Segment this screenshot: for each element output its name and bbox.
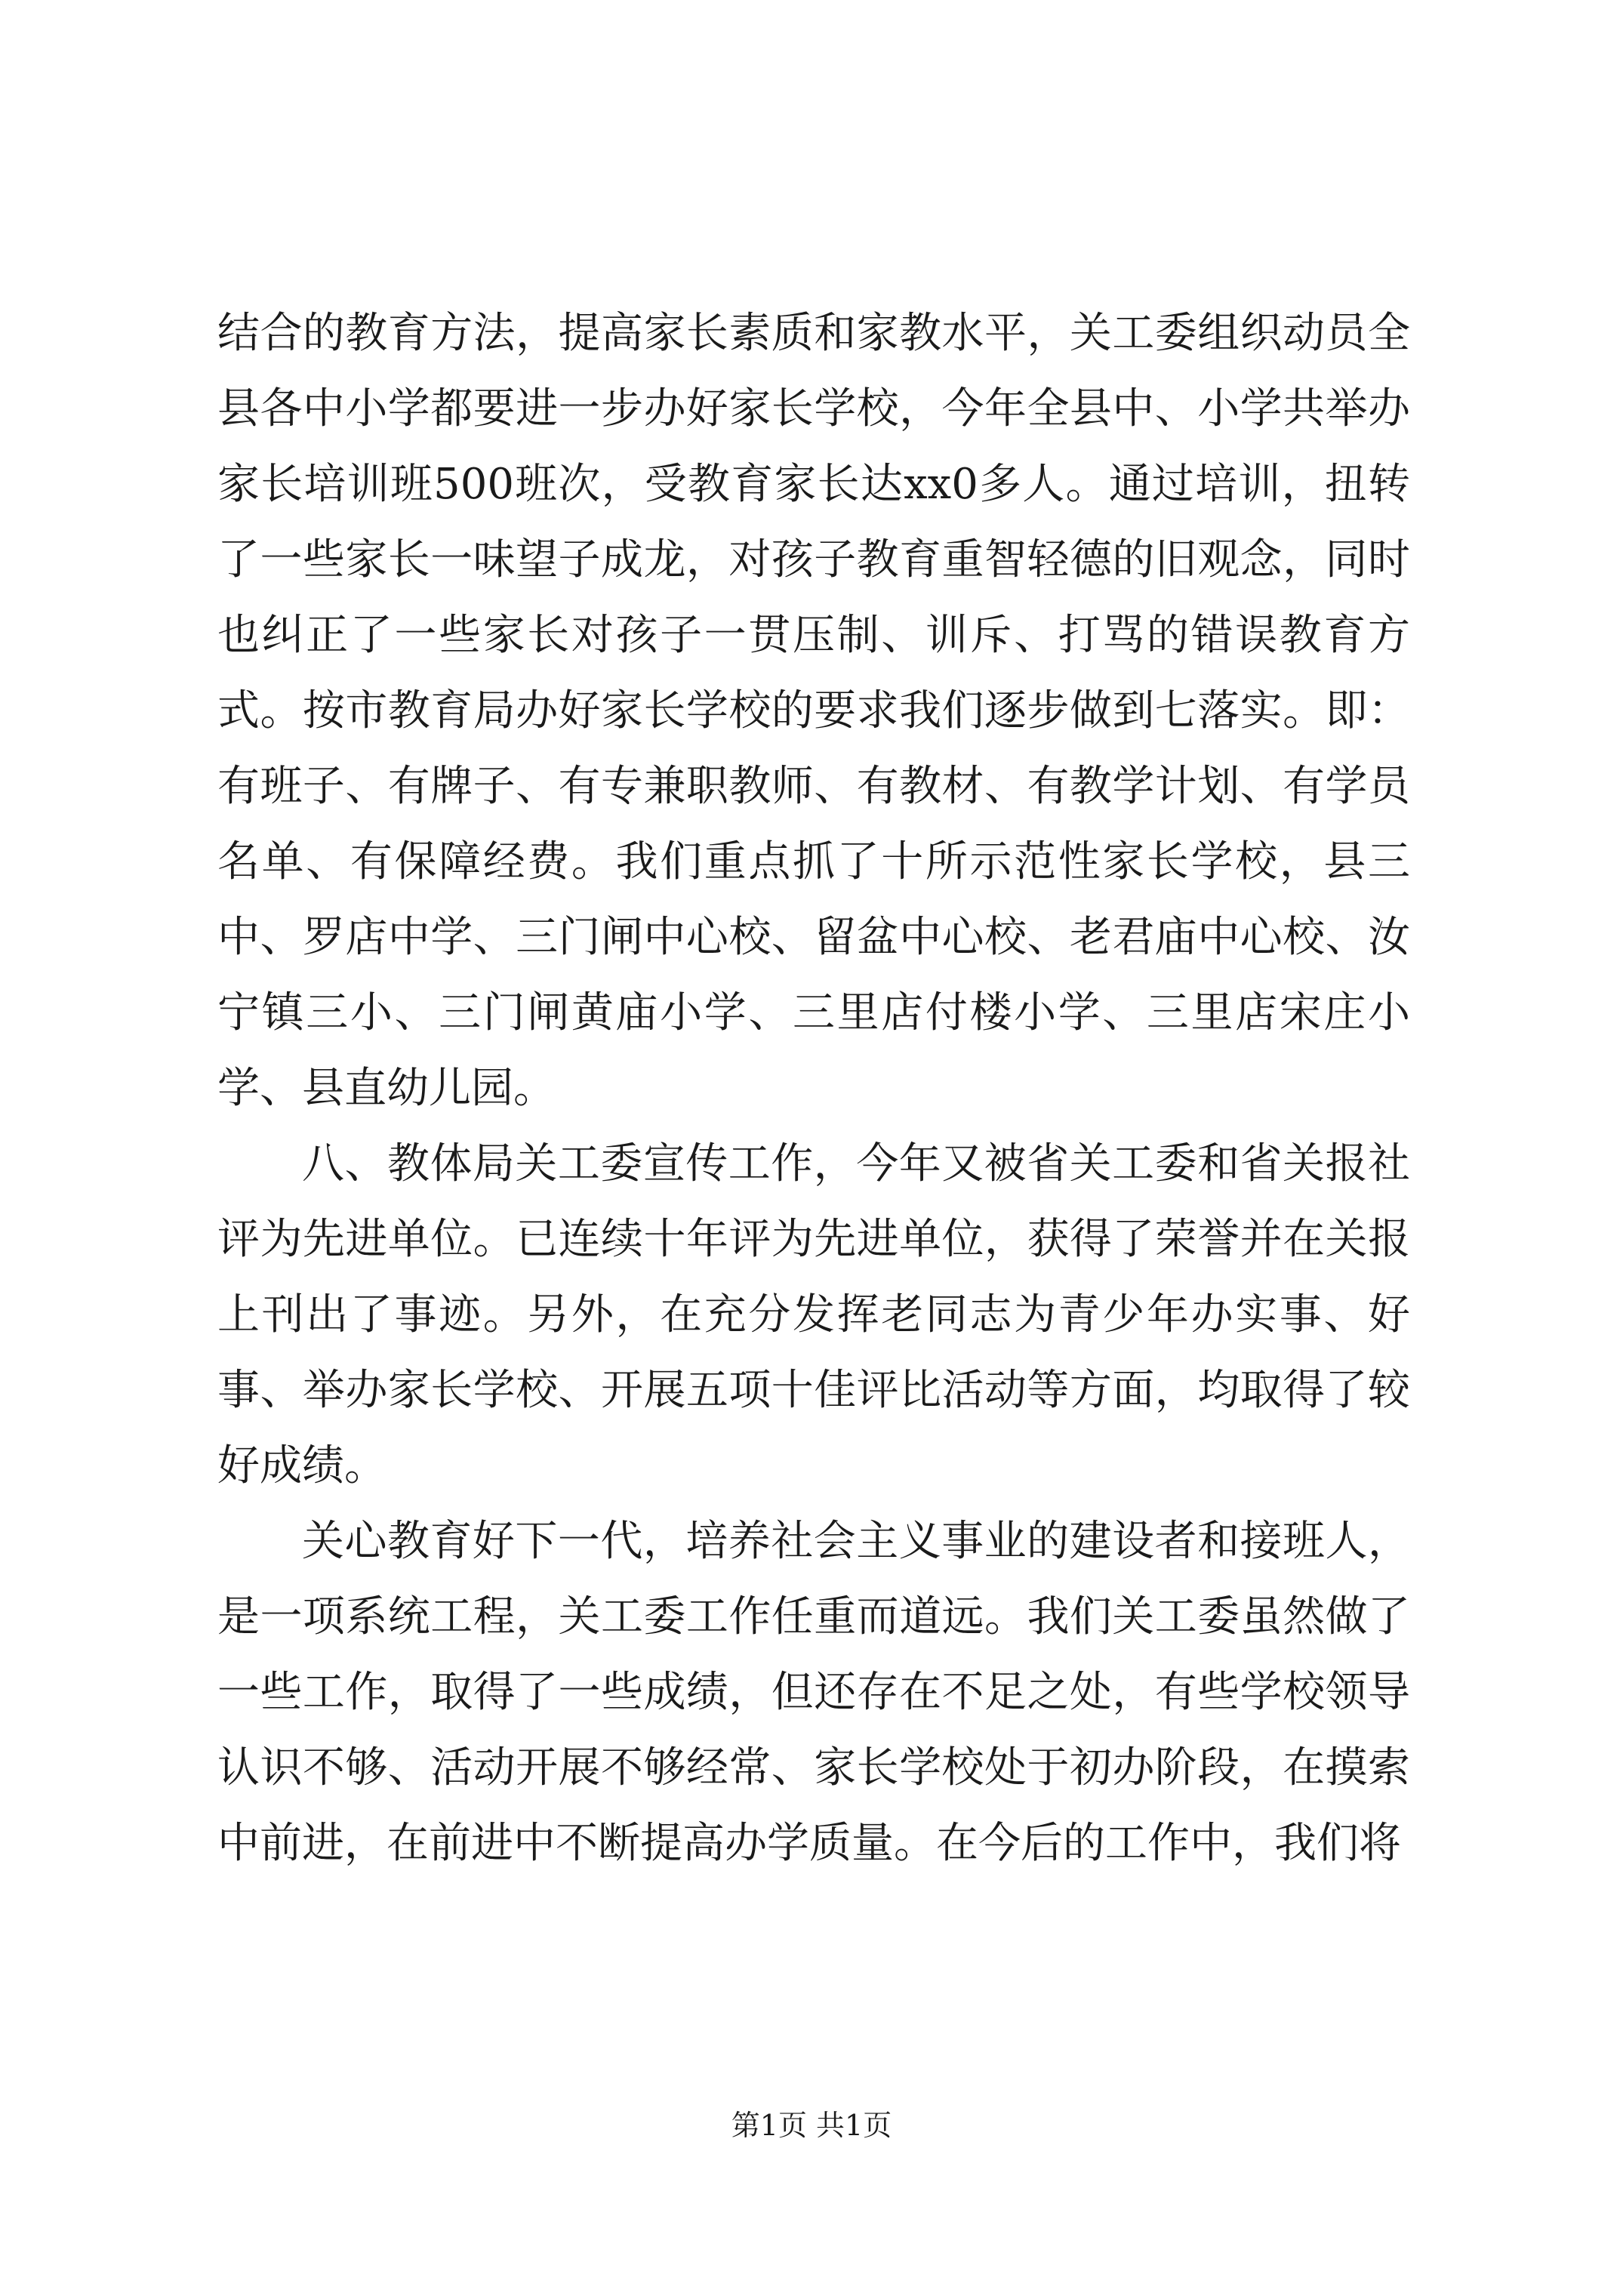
page-number-footer: 第1页 共1页 [731,2109,892,2142]
paragraph-continuation: 结合的教育方法，提高家长素质和家教水平，关工委组织动员全县各中小学都要进一步办好家长学校，今年全县中、小学共举办家长培训班500班次，受教育家长达xx0多人。通过培训，扭转了一些家长一味望子成龙，对孩子教育重智轻德的旧观念，同时也纠正了一些家长对孩子一贯压制、训斥、打骂的错误教育方式。按市教育局办好家长学校的要求我们逐步做到七落实。即：有班子、有牌子、有专兼职教师、有教材、有教学计划、有学员名单、有保障经费。我们重点抓了十所示范性家长学校，县三中、罗店中学、三门闸中心校、留盆中心校、老君庙中心校、汝宁镇三小、三门闸黄庙小学、三里店付楼小学、三里店宋庄小学、县直幼儿园。 [217,309,1410,1113]
paragraph-conclusion: 关心教育好下一代，培养社会主义事业的建设者和接班人，是一项系统工程，关工委工作任重而道远。我们关工委虽然做了一些工作，取得了一些成绩，但还存在不足之处，有些学校领导认识不够、活动开展不够经常、家长学校处于初办阶段，在摸索中前进，在前进中不断提高办学质量。在今后的工作中，我们将 [217,1517,1410,1868]
paragraph-publicity-work: 八、教体局关工委宣传工作，今年又被省关工委和省关报社评为先进单位。已连续十年评为先进单位，获得了荣誉并在关报上刊出了事迹。另外，在充分发挥老同志为青少年办实事、好事、举办家长学校、开展五项十佳评比活动等方面，均取得了较好成绩。 [217,1139,1410,1490]
document-body [217,296,1410,1881]
